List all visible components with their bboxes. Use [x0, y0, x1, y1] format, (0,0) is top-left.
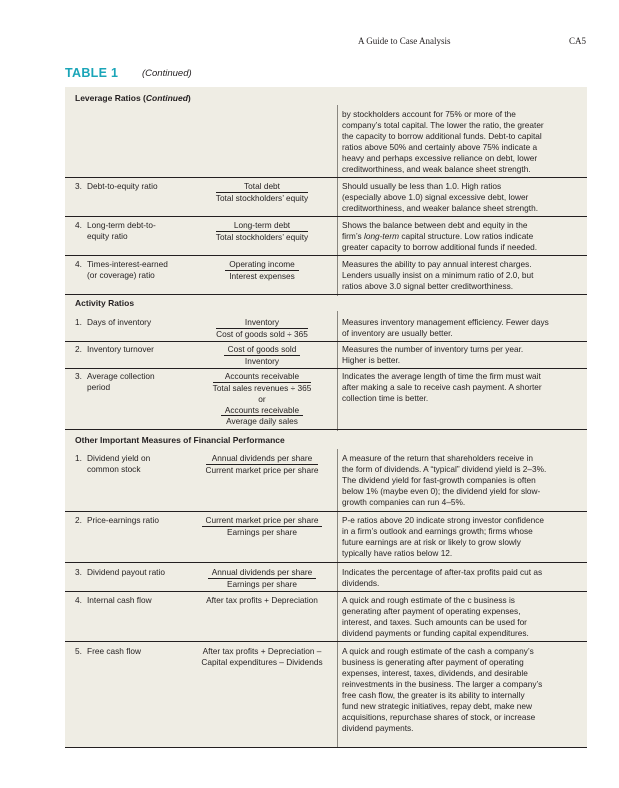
section-other: Other Important Measures of Financial Performance — [75, 435, 285, 445]
row-divider — [65, 591, 587, 592]
running-title: A Guide to Case Analysis — [358, 36, 451, 46]
row-formula: $\frac{\text{Long-term debt}}{\text{Total stockholders’ equity}}$ — [215, 220, 309, 242]
row-name: 4. Long-term debt-to- equity ratio — [75, 220, 156, 241]
row-formula: After tax profits + Depreciation – Capital expenditures – Dividends — [201, 646, 323, 667]
row-divider — [65, 429, 587, 430]
row-name: 1. Days of inventory — [75, 317, 152, 327]
row-name: 1. Dividend yield on common stock — [75, 453, 151, 474]
row-formula: $\frac{\text{Accounts receivable}}{\text{Total sales revenues ÷ 365}}$ or $\frac{\text{Accounts receivable}}{\text{Average daily sales}}$ — [212, 371, 312, 426]
row-formula: $\frac{\text{Total debt}}{\text{Total stockholders’ equity}}$ — [215, 181, 309, 203]
row-divider — [65, 511, 587, 512]
running-head — [0, 36, 619, 50]
ratio-table — [65, 87, 587, 748]
row-description: A quick and rough estimate of the cash a company’s business is generating after payment of operating expenses, interest, taxes, dividends, and desirable reinvestments in the business. The larger a company’s free cash flow, the greater is its ability to internally fund new strategic initiatives, repay debt, make new acquisitions, repurchase shares of stock, or increase dividend payments. — [342, 646, 543, 733]
column-divider — [337, 105, 338, 296]
row-description: Shows the balance between debt and equity in the firm’s long-term capital structure. Low ratios indicate greater capacity to borrow additional funds if needed. — [342, 220, 538, 252]
row-formula: $\frac{\text{Annual dividends per share}}{\text{Current market price per share}}$ — [205, 453, 319, 475]
column-divider — [337, 311, 338, 431]
row-formula: $\frac{\text{Inventory}}{\text{Cost of goods sold ÷ 365}}$ — [216, 317, 308, 339]
row-description: A measure of the return that shareholders receive in the form of dividends. A “typical” dividend yield is 2–3%. The dividend yield for fast-growth companies is often below 1% (maybe even 0); the dividend yield for slow- growth companies can run 4–5%. — [342, 453, 547, 507]
section-activity: Activity Ratios — [75, 298, 135, 308]
row-description: A quick and rough estimate of the c business is generating after payment of operating expenses, interest, and taxes. Such amounts can be used for dividend payments or funding capital expenditures. — [342, 595, 529, 638]
table-label: TABLE 1 — [65, 66, 119, 80]
row-divider — [65, 216, 587, 217]
row-description: P-e ratios above 20 indicate strong investor confidence in a firm’s outlook and earnings growth; firms whose future earnings are at risk or likely to grow slowly typically have ratios below 12. — [342, 515, 545, 558]
section-leverage: Leverage Ratios (Continued) — [75, 93, 191, 103]
table-bottom-rule — [65, 747, 587, 748]
row-description: Indicates the percentage of after-tax profits paid cut as dividends. — [342, 567, 543, 588]
row-formula: After tax profits + Depreciation — [206, 595, 318, 605]
row-divider — [65, 641, 587, 642]
table-continued: (Continued) — [142, 68, 192, 79]
row-divider — [65, 294, 587, 295]
row-description: Measures inventory management efficiency. Fewer days of inventory are usually better. — [342, 317, 549, 338]
row-name: 2. Inventory turnover — [75, 344, 154, 354]
row-formula: $\frac{\text{Operating income}}{\text{Interest expenses}}$ — [187, 259, 337, 282]
row-divider — [65, 255, 587, 256]
row-divider — [65, 562, 587, 563]
row-formula: $\frac{\text{Cost of goods sold}}{\text{Inventory}}$ — [187, 344, 337, 367]
row-description: Measures the ability to pay annual interest charges. Lenders usually insist on a minimum ratio of 2.0, but ratios above 3.0 signal better creditworthiness. — [342, 259, 534, 291]
row-description: by stockholders account for 75% or more of the company’s total capital. The lower the ratio, the greater the capacity to borrow additional funds. Debt-to capital ratios above 50% and certainly above 75% indicate a heavy and perhaps excessive reliance on debt, lower creditworthiness, and weak balance sheet strength. — [342, 109, 544, 174]
row-divider — [65, 177, 587, 178]
row-description: Should usually be less than 1.0. High ratios (especially above 1.0) signal excessive debt, lower creditworthiness, and weaker balance sheet strength. — [342, 181, 539, 213]
row-name: 3. Average collection period — [75, 371, 155, 392]
row-description: Indicates the average length of time the firm must wait after making a sale to receive cash payment. A shorter collection time is better. — [342, 371, 542, 403]
row-divider — [65, 341, 587, 342]
row-name: 3. Debt-to-equity ratio — [75, 181, 158, 191]
row-name: 5. Free cash flow — [75, 646, 141, 656]
row-name: 4. Times-interest-earned (or coverage) ratio — [75, 259, 168, 280]
row-formula: $\frac{\text{Annual dividends per share}}{\text{Earnings per share}}$ — [187, 567, 337, 590]
row-name: 4. Internal cash flow — [75, 595, 152, 605]
row-description: Measures the number of inventory turns per year. Higher is better. — [342, 344, 524, 365]
column-divider — [337, 449, 338, 748]
row-divider — [65, 368, 587, 369]
row-formula: $\frac{\text{Current market price per share}}{\text{Earnings per share}}$ — [187, 515, 337, 538]
row-name: 2. Price-earnings ratio — [75, 515, 159, 525]
row-name: 3. Dividend payout ratio — [75, 567, 165, 577]
page-number: CA5 — [568, 36, 586, 46]
